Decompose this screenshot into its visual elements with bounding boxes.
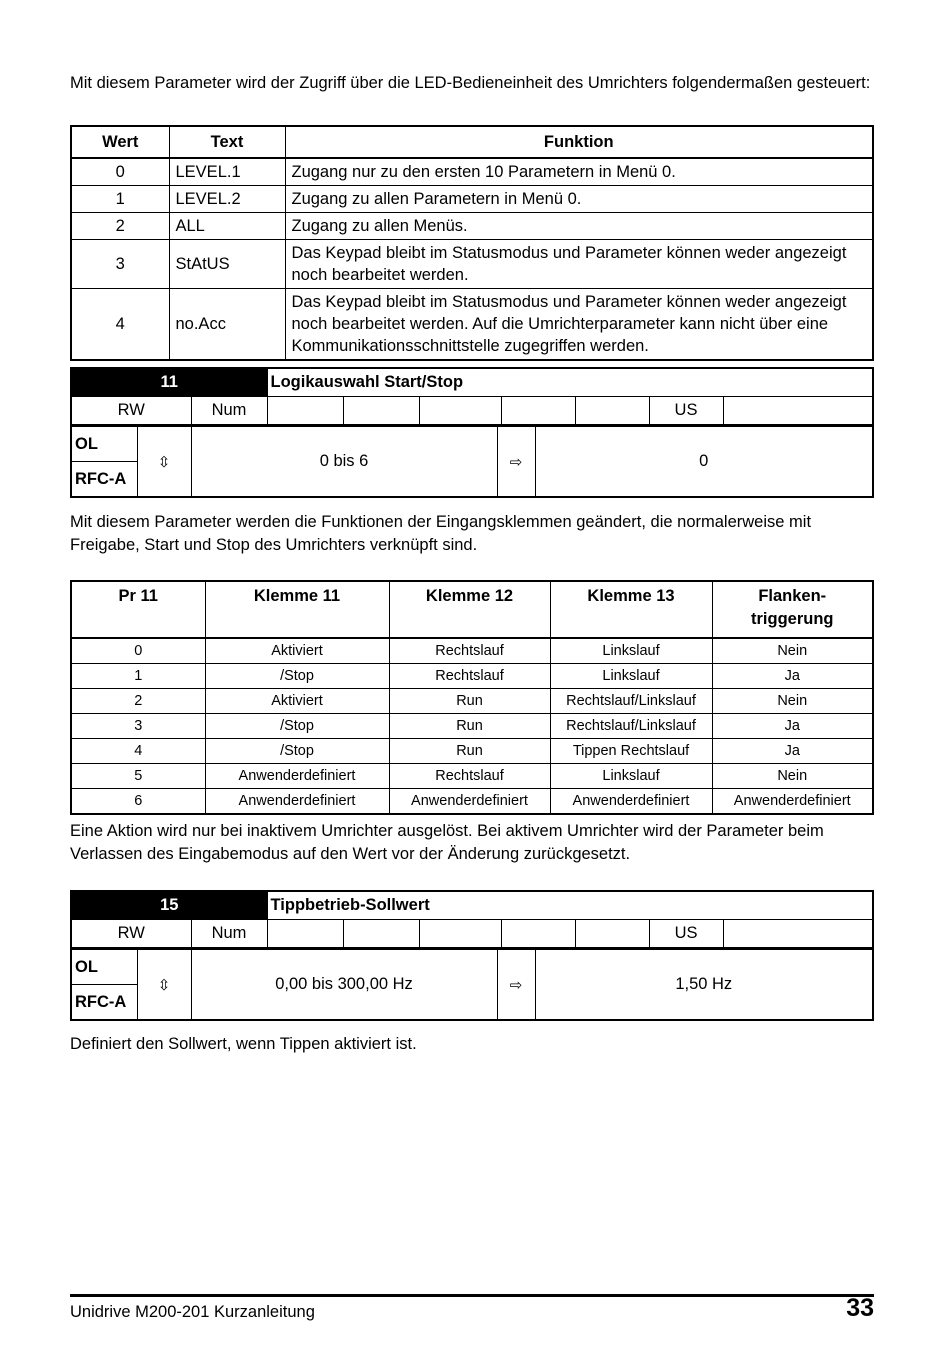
flag-empty	[501, 920, 575, 949]
cell-funktion: Das Keypad bleibt im Statusmodus und Parameter können weder angezeigt noch bearbeitet werden. Auf die Umrichterparameter kann nicht über eine Kommunikationsschnittstelle zugegriffen werden.	[285, 289, 873, 361]
cell-wert: 4	[71, 289, 169, 361]
header-klemme-13: Klemme 13	[550, 581, 712, 638]
table-row	[71, 689, 873, 714]
cell-klemme-13: Rechtslauf/Linkslauf	[550, 714, 712, 739]
flag-empty	[419, 920, 501, 949]
cell-flankentriggerung: Ja	[712, 739, 873, 764]
param-number: 15	[71, 891, 267, 920]
header-pr11: Pr 11	[71, 581, 205, 638]
cell-text: LEVEL.1	[169, 158, 285, 186]
header-funktion: Funktion	[285, 126, 873, 158]
flag-empty	[343, 920, 419, 949]
param-11-header	[70, 367, 874, 426]
param-flags-row	[71, 397, 873, 426]
cell-pr11: 4	[71, 739, 205, 764]
terminal-function-table	[70, 580, 874, 815]
header-flanken-line2: triggerung	[751, 610, 834, 628]
flag-empty	[501, 397, 575, 426]
cell-text: no.Acc	[169, 289, 285, 361]
cell-klemme-11: /Stop	[205, 739, 389, 764]
table-row	[71, 714, 873, 739]
param-15-range	[70, 948, 874, 1021]
cell-klemme-11: Aktiviert	[205, 689, 389, 714]
param-default: 0	[535, 426, 873, 497]
flag-rw: RW	[71, 397, 191, 426]
cell-flankentriggerung: Ja	[712, 664, 873, 689]
table-header-row	[71, 581, 873, 638]
header-flankentriggerung	[712, 581, 873, 638]
cell-text: LEVEL.2	[169, 186, 285, 213]
param-default: 1,50 Hz	[535, 949, 873, 1020]
flag-num: Num	[191, 920, 267, 949]
cell-klemme-12: Rechtslauf	[389, 664, 550, 689]
cell-klemme-11: Anwenderdefiniert	[205, 764, 389, 789]
flag-empty	[575, 397, 649, 426]
table-row	[71, 186, 873, 213]
header-klemme-12: Klemme 12	[389, 581, 550, 638]
cell-flankentriggerung: Anwenderdefiniert	[712, 789, 873, 815]
access-level-table	[70, 125, 874, 361]
table-row	[71, 664, 873, 689]
param-number: 11	[71, 368, 267, 397]
cell-funktion: Zugang zu allen Menüs.	[285, 213, 873, 240]
flag-num: Num	[191, 397, 267, 426]
header-flanken-line1: Flanken-	[758, 587, 827, 605]
flag-empty	[723, 920, 873, 949]
table-row	[71, 638, 873, 664]
cell-klemme-11: /Stop	[205, 714, 389, 739]
cell-klemme-12: Rechtslauf	[389, 638, 550, 664]
cell-klemme-13: Linkslauf	[550, 638, 712, 664]
flag-rw: RW	[71, 920, 191, 949]
table-row	[71, 789, 873, 815]
cell-klemme-12: Anwenderdefiniert	[389, 789, 550, 815]
cell-klemme-12: Run	[389, 714, 550, 739]
table-row	[71, 240, 873, 289]
cell-klemme-13: Linkslauf	[550, 764, 712, 789]
cell-wert: 1	[71, 186, 169, 213]
up-down-arrow-icon: ⇳	[137, 949, 191, 1020]
page-number: 33	[846, 1294, 874, 1322]
param-range: 0,00 bis 300,00 Hz	[191, 949, 497, 1020]
footer-rule	[70, 1294, 874, 1297]
header-klemme-11: Klemme 11	[205, 581, 389, 638]
param-title-row	[71, 891, 873, 920]
cell-klemme-13: Rechtslauf/Linkslauf	[550, 689, 712, 714]
param-11-description: Mit diesem Parameter werden die Funktionen der Eingangsklemmen geändert, die normalerweise mit Freigabe, Start und Stop des Umrichters verknüpft sind.	[70, 513, 812, 554]
cell-funktion: Zugang nur zu den ersten 10 Parametern in Menü 0.	[285, 158, 873, 186]
cell-pr11: 2	[71, 689, 205, 714]
right-arrow-icon: ⇨	[497, 426, 535, 497]
cell-klemme-11: Anwenderdefiniert	[205, 789, 389, 815]
cell-funktion: Zugang zu allen Parametern in Menü 0.	[285, 186, 873, 213]
cell-pr11: 1	[71, 664, 205, 689]
cell-flankentriggerung: Nein	[712, 638, 873, 664]
footer-title: Unidrive M200-201 Kurzanleitung	[70, 1303, 315, 1321]
flag-empty	[343, 397, 419, 426]
cell-klemme-13: Anwenderdefiniert	[550, 789, 712, 815]
cell-klemme-11: Aktiviert	[205, 638, 389, 664]
cell-klemme-13: Linkslauf	[550, 664, 712, 689]
flag-empty	[723, 397, 873, 426]
table-row	[71, 213, 873, 240]
param-15-header	[70, 890, 874, 949]
cell-klemme-12: Rechtslauf	[389, 764, 550, 789]
table-row	[71, 764, 873, 789]
cell-klemme-12: Run	[389, 689, 550, 714]
cell-wert: 0	[71, 158, 169, 186]
mode-rfc-a: RFC-A	[71, 462, 137, 498]
cell-wert: 3	[71, 240, 169, 289]
flag-empty	[267, 397, 343, 426]
header-wert: Wert	[71, 126, 169, 158]
flag-empty	[267, 920, 343, 949]
cell-flankentriggerung: Nein	[712, 764, 873, 789]
cell-flankentriggerung: Nein	[712, 689, 873, 714]
intro-paragraph: Mit diesem Parameter wird der Zugriff über die LED-Bedieneinheit des Umrichters folgendermaßen gesteuert:	[70, 74, 871, 92]
cell-pr11: 6	[71, 789, 205, 815]
mode-rfc-a: RFC-A	[71, 985, 137, 1021]
param-15-description: Definiert den Sollwert, wenn Tippen aktiviert ist.	[70, 1035, 417, 1053]
table-row	[71, 158, 873, 186]
cell-funktion: Das Keypad bleibt im Statusmodus und Parameter können weder angezeigt noch bearbeitet werden.	[285, 240, 873, 289]
cell-wert: 2	[71, 213, 169, 240]
cell-klemme-12: Run	[389, 739, 550, 764]
flag-empty	[575, 920, 649, 949]
table-header-row	[71, 126, 873, 158]
flag-us: US	[649, 397, 723, 426]
table-row	[71, 289, 873, 361]
cell-klemme-13: Tippen Rechtslauf	[550, 739, 712, 764]
cell-pr11: 0	[71, 638, 205, 664]
mode-ol: OL	[71, 426, 137, 462]
cell-text: StAtUS	[169, 240, 285, 289]
cell-flankentriggerung: Ja	[712, 714, 873, 739]
flag-empty	[419, 397, 501, 426]
mode-ol: OL	[71, 949, 137, 985]
param-title-row	[71, 368, 873, 397]
cell-pr11: 3	[71, 714, 205, 739]
table-row	[71, 739, 873, 764]
param-flags-row	[71, 920, 873, 949]
param-title: Tippbetrieb-Sollwert	[267, 891, 873, 920]
action-paragraph: Eine Aktion wird nur bei inaktivem Umrichter ausgelöst. Bei aktivem Umrichter wird der Parameter beim Verlassen des Eingabemodus auf den Wert vor der Änderung zurückgesetzt.	[70, 822, 824, 863]
param-title: Logikauswahl Start/Stop	[267, 368, 873, 397]
param-range: 0 bis 6	[191, 426, 497, 497]
cell-klemme-11: /Stop	[205, 664, 389, 689]
right-arrow-icon: ⇨	[497, 949, 535, 1020]
flag-us: US	[649, 920, 723, 949]
up-down-arrow-icon: ⇳	[137, 426, 191, 497]
param-11-range	[70, 425, 874, 498]
cell-text: ALL	[169, 213, 285, 240]
cell-pr11: 5	[71, 764, 205, 789]
header-text: Text	[169, 126, 285, 158]
